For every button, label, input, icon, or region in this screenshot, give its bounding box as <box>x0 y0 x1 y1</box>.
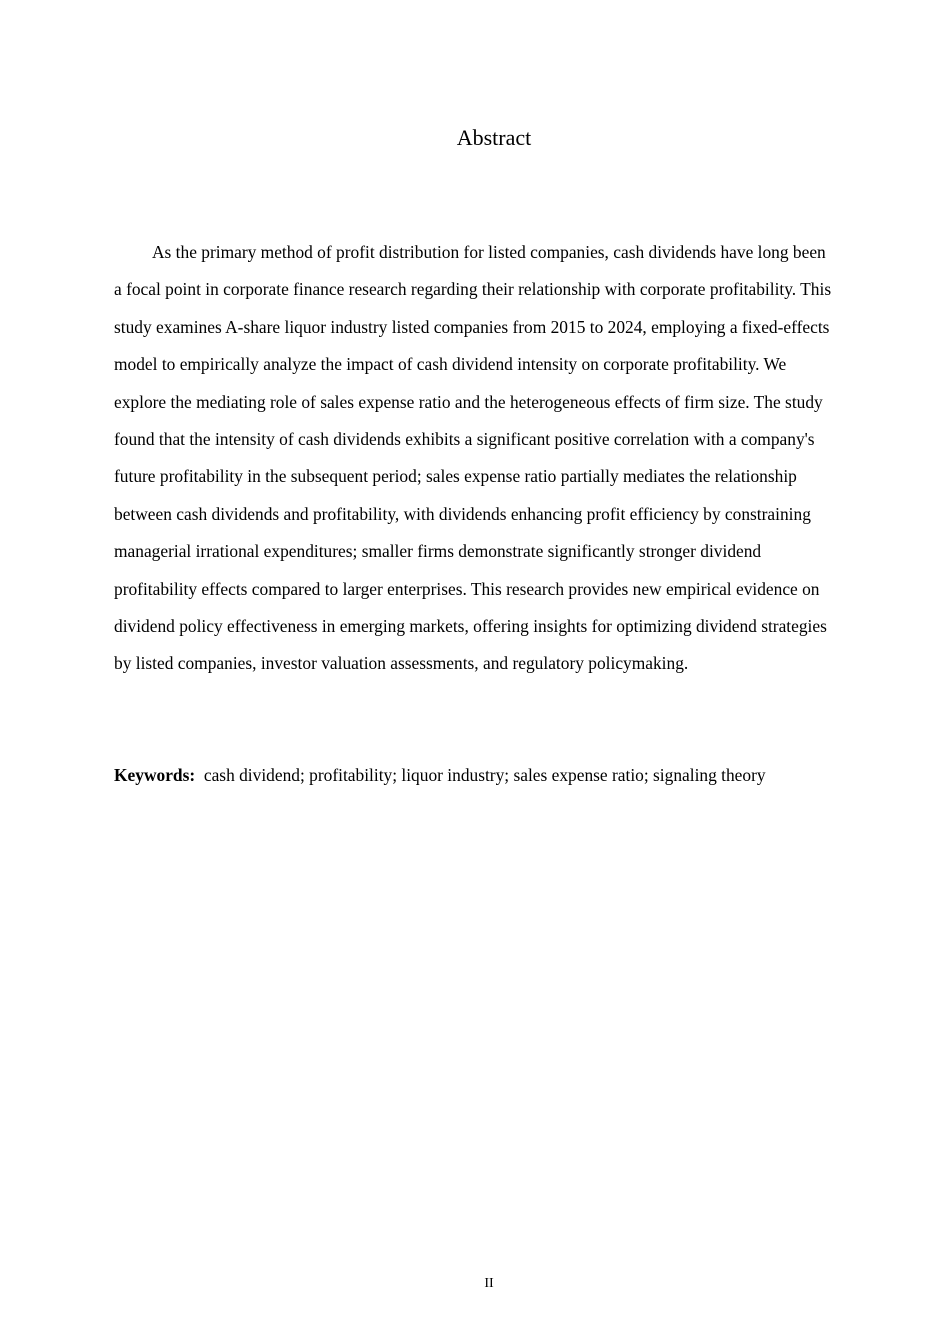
keywords-line <box>114 760 854 790</box>
page-title: Abstract <box>456 125 532 150</box>
keywords-label: Keywords: <box>114 765 196 785</box>
keywords-text: cash dividend; profitability; liquor industry; sales expense ratio; signaling theory <box>203 765 766 785</box>
page-number: II <box>484 1276 494 1291</box>
abstract-paragraph: As the primary method of profit distribution for listed companies, cash dividends have long been a focal point in corporate finance research regarding their relationship with corporate profitability. This study examines A-share liquor industry listed companies from 2015 to 2024, employing a fixed-effects model to empirically analyze the impact of cash dividend intensity on corporate profitability. We explore the mediating role of sales expense ratio and the heterogeneous effects of firm size. The study found that the intensity of cash dividends exhibits a significant positive correlation with a company's future profitability in the subsequent period; sales expense ratio partially mediates the relationship between cash dividends and profitability, with dividends enhancing profit efficiency by constraining managerial irrational expenditures; smaller firms demonstrate significantly stronger dividend profitability effects compared to larger enterprises. This research provides new empirical evidence on dividend policy effectiveness in emerging markets, offering insights for optimizing dividend strategies by listed companies, investor valuation assessments, and regulatory policymaking. <box>114 242 832 674</box>
